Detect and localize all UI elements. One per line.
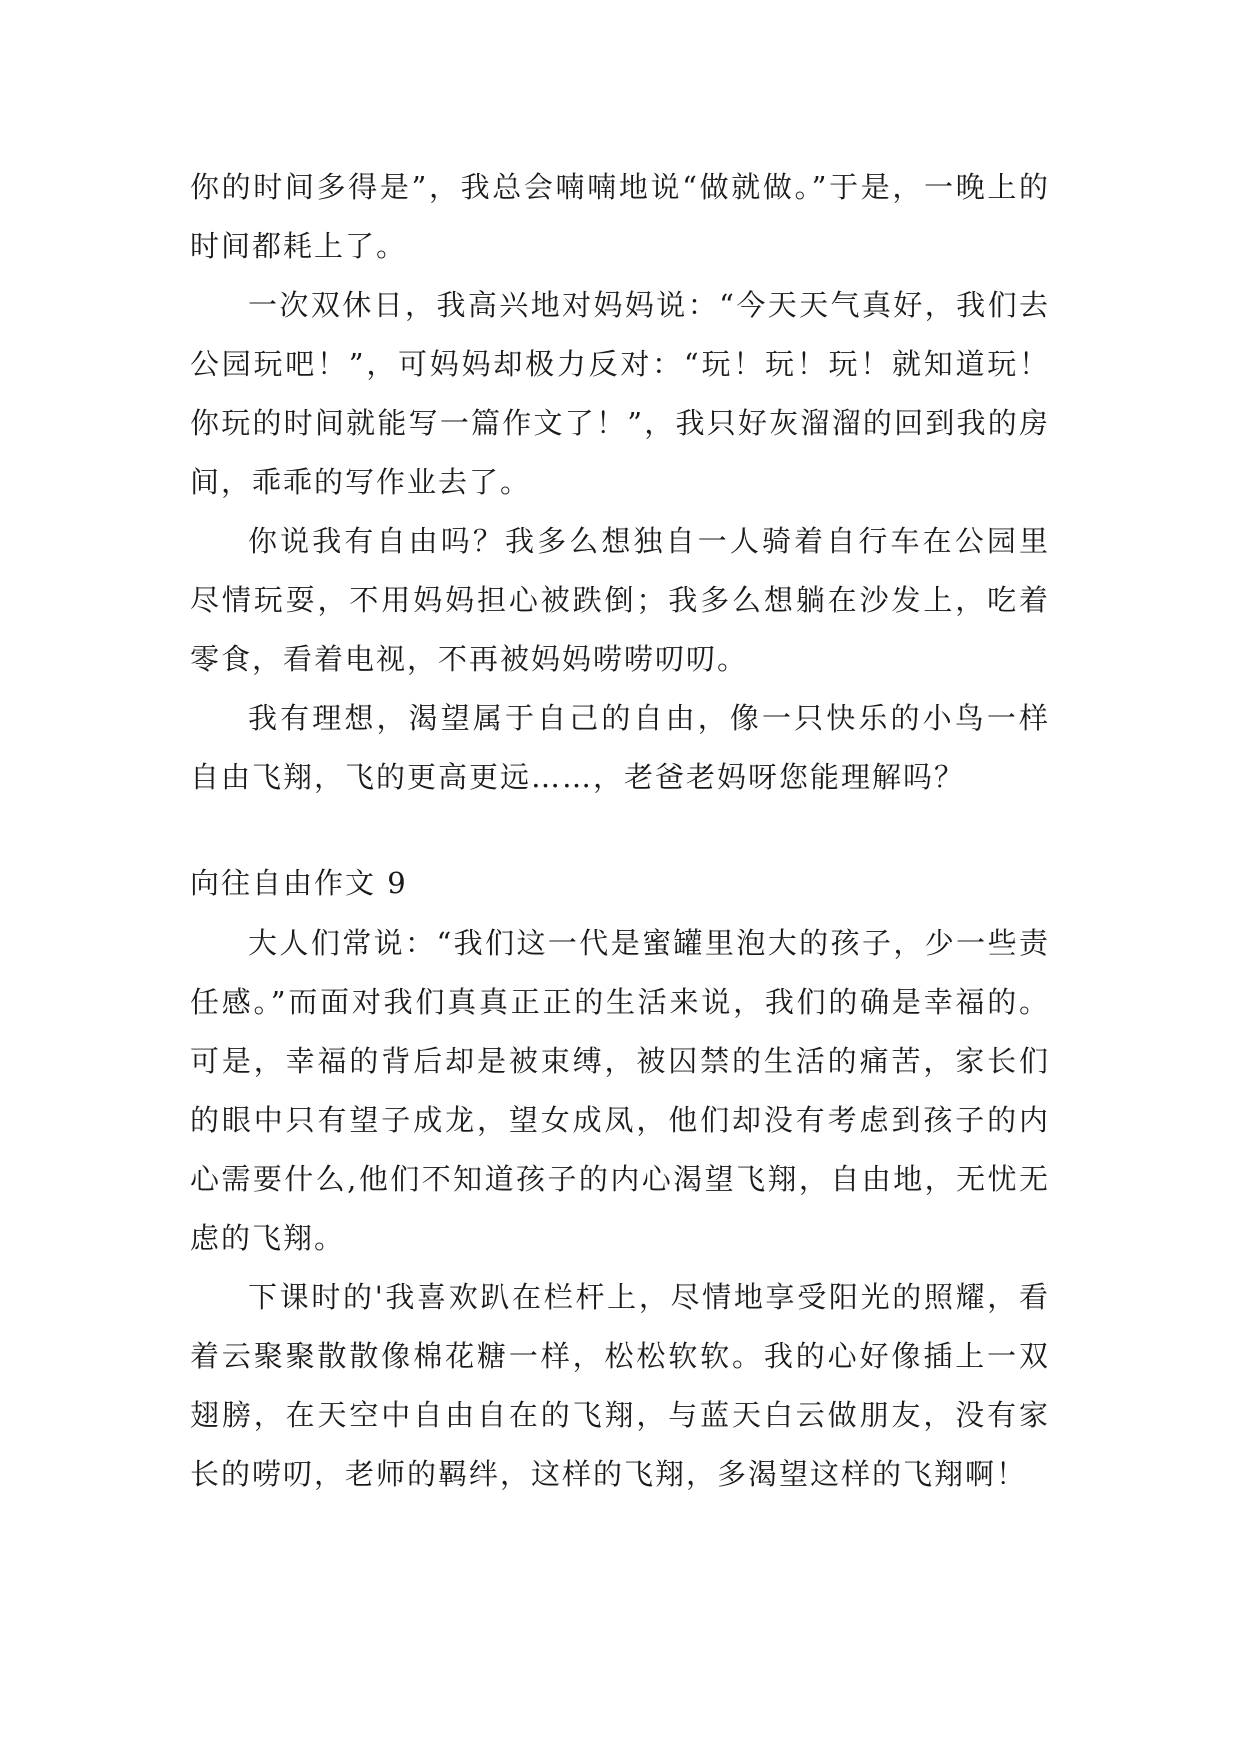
- paragraph: 一次双休日，我高兴地对妈妈说：“今天天气真好，我们去公园玩吧！”，可妈妈却极力反对：“玩！玩！玩！就知道玩！你玩的时间就能写一篇作文了！”，我只好灰溜溜的回到我的房间，乖乖的写作业去了。: [190, 288, 1050, 499]
- paragraph: 你说我有自由吗？我多么想独自一人骑着自行车在公园里尽情玩耍，不用妈妈担心被跌倒；我多么想躺在沙发上，吃着零食，看着电视，不再被妈妈唠唠叨叨。: [190, 524, 1050, 676]
- essay-body: [190, 914, 1050, 1504]
- essay-continuation: [190, 158, 1050, 807]
- essay-title: 向往自由作文 9: [190, 866, 408, 900]
- paragraph: 我有理想，渴望属于自己的自由，像一只快乐的小鸟一样自由飞翔，飞的更高更远……，老爸老妈呀您能理解吗？: [190, 701, 1050, 794]
- paragraph: 大人们常说：“我们这一代是蜜罐里泡大的孩子，少一些责任感。”而面对我们真真正正的生活来说，我们的确是幸福的。可是，幸福的背后却是被束缚，被囚禁的生活的痛苦，家长们的眼中只有望子成龙，望女成凤，他们却没有考虑到孩子的内心需要什么,他们不知道孩子的内心渴望飞翔，自由地，无忧无虑的飞翔。: [190, 926, 1050, 1255]
- paragraph: 下课时的'我喜欢趴在栏杆上，尽情地享受阳光的照耀，看着云聚聚散散像棉花糖一样，松松软软。我的心好像插上一双翅膀，在天空中自由自在的飞翔，与蓝天白云做朋友，没有家长的唠叨，老师的羁绊，这样的飞翔，多渴望这样的飞翔啊！: [190, 1280, 1050, 1491]
- paragraph: 你的时间多得是”，我总会喃喃地说“做就做。”于是，一晚上的时间都耗上了。: [190, 170, 1050, 263]
